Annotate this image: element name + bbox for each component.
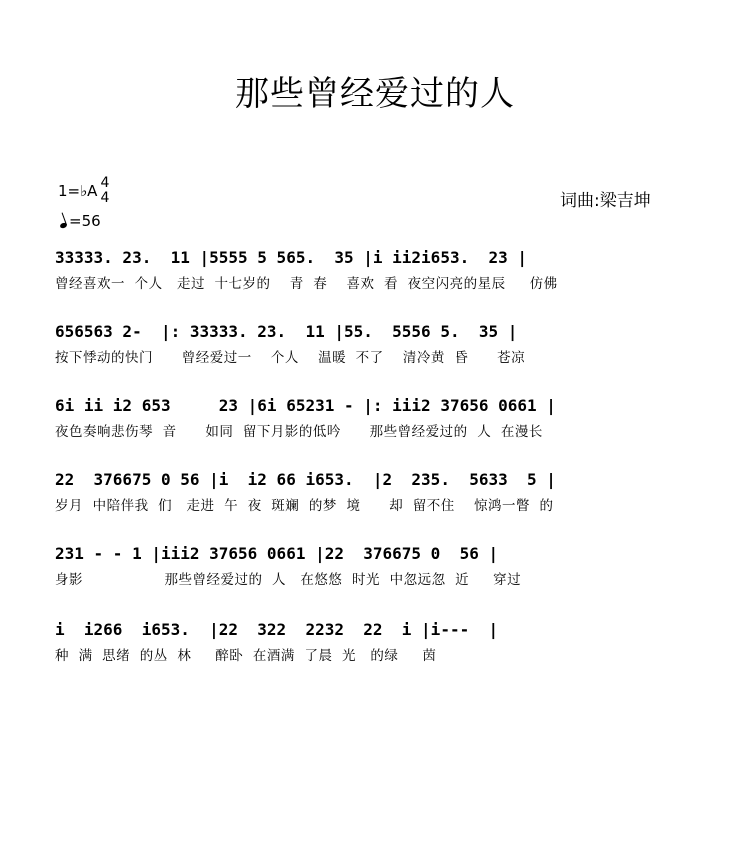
- quarter-note-icon: [59, 222, 67, 229]
- time-top: 4: [100, 175, 110, 191]
- notes-line: 33333. 23. 11 |5555 5 565. 35 |i ii2i653. 23 |: [55, 248, 528, 267]
- lyrics-line: 身影 那些曾经爱过的 人 在悠悠 时光 中忽远忽 近 穿过: [55, 572, 522, 588]
- notes-line: 22 376675 0 56 |i i2 66 i653. |2 235. 5633 5 |: [55, 470, 556, 489]
- key-signature: [58, 182, 97, 200]
- key-label: 1=♭A: [58, 182, 98, 200]
- tempo-value: =56: [69, 212, 101, 230]
- tempo-marking: [60, 212, 101, 230]
- notes-line: 656563 2- |: 33333. 23. 11 |55. 5556 5. 35 |: [55, 322, 518, 341]
- lyrics-line: 夜色奏响悲伤琴 音 如同 留下月影的低吟 那些曾经爱过的 人 在漫长: [55, 424, 543, 440]
- lyrics-line: 种 满 思绪 的丛 林 醉卧 在酒满 了晨 光 的绿 茵: [55, 648, 437, 664]
- song-title: 那些曾经爱过的人: [235, 74, 515, 114]
- notes-line: 6i ii i2 653 23 |6i 65231 - |: iii2 37656 0661 |: [55, 396, 556, 415]
- notes-line: i i266 i653. |22 322 2232 22 i |i--- |: [55, 620, 499, 639]
- lyrics-line: 岁月 中陪伴我 们 走进 午 夜 斑斓 的梦 境 却 留不住 惊鸿一瞥 的: [55, 498, 554, 514]
- lyrics-line: 曾经喜欢一 个人 走过 十七岁的 青 春 喜欢 看 夜空闪亮的星辰 仿佛: [55, 276, 558, 292]
- lyrics-line: 按下悸动的快门 曾经爱过一 个人 温暖 不了 清冷黄 昏 苍凉: [55, 350, 526, 366]
- time-signature: [100, 176, 110, 206]
- time-bottom: 4: [100, 190, 110, 206]
- notes-line: 231 - - 1 |iii2 37656 0661 |22 376675 0 56 |: [55, 544, 499, 563]
- credits: 词曲:梁吉坤: [560, 191, 651, 211]
